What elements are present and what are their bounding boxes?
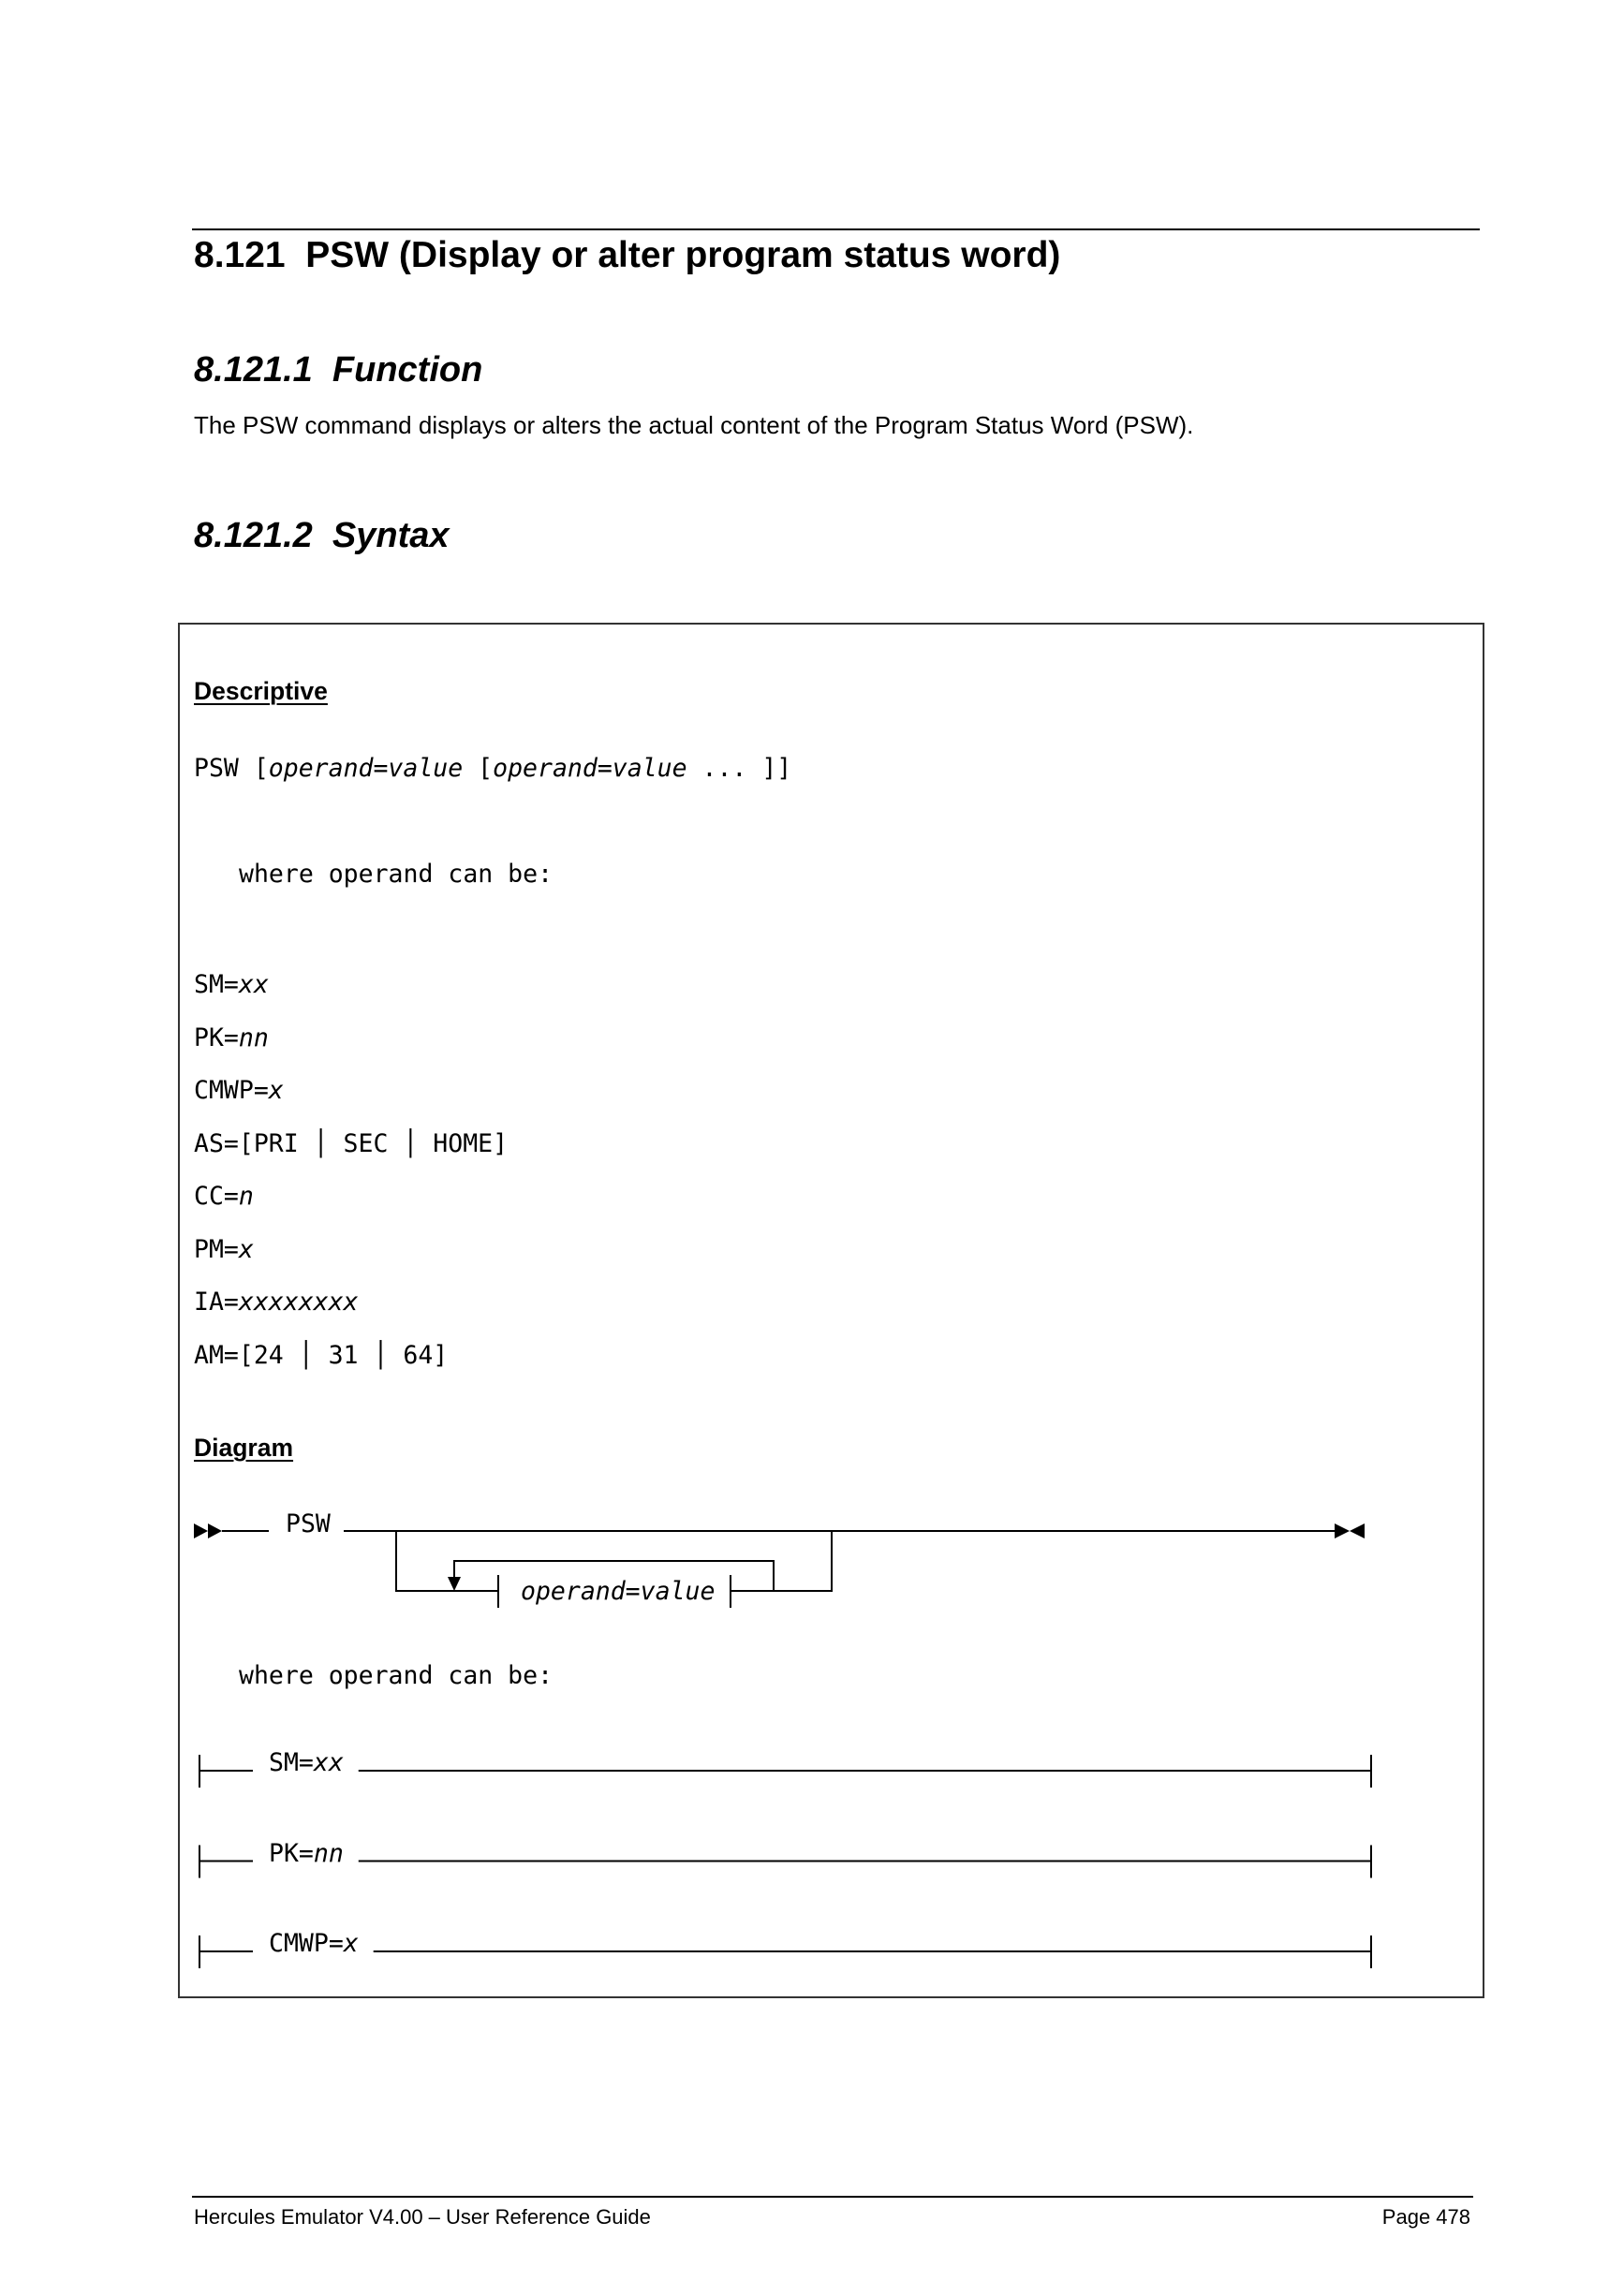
page-number: Page 478 xyxy=(1381,2205,1470,2229)
function-text: The PSW command displays or alters the actual content of the Program Status Word (PSW). xyxy=(194,411,1194,439)
diagram-fragment xyxy=(521,1577,715,1606)
bracket-open: [ xyxy=(253,754,269,783)
operand-item xyxy=(194,1023,269,1052)
fragment-key: CMWP= xyxy=(269,1929,344,1958)
operand-key: AS= xyxy=(194,1128,239,1158)
operand-item xyxy=(194,970,269,999)
diagram-where: where operand can be: xyxy=(239,1661,554,1690)
operand-item xyxy=(194,1288,359,1317)
descriptive-command xyxy=(194,754,791,783)
operand-key: SM= xyxy=(194,970,239,999)
fragment-key: PK= xyxy=(269,1838,314,1868)
operand-key: AM= xyxy=(194,1340,239,1370)
syntax-box xyxy=(178,623,1484,1998)
fragment-item xyxy=(269,1748,344,1777)
operand-arg: operand=value xyxy=(268,754,464,783)
diagram-fragment-text: operand=value xyxy=(521,1577,716,1606)
operand-value: n xyxy=(238,1182,254,1211)
diagram-label: Diagram xyxy=(194,1434,294,1462)
function-heading: 8.121.1 Function xyxy=(194,350,483,390)
operand-item xyxy=(194,1235,254,1264)
descriptive-where: where operand can be: xyxy=(239,860,554,889)
operand-item xyxy=(194,1182,254,1211)
footer-rule xyxy=(192,2196,1473,2198)
descriptive-label: Descriptive xyxy=(194,677,328,705)
operand-value: x xyxy=(268,1076,284,1105)
operand-item xyxy=(194,1341,448,1370)
operand-item xyxy=(194,1129,508,1158)
operand-value: [24 │ 31 │ 64] xyxy=(238,1340,449,1370)
fragment-item xyxy=(269,1929,359,1958)
operand-key: PK= xyxy=(194,1023,239,1052)
bracket-open-2: [ xyxy=(463,754,494,783)
command-name: PSW xyxy=(194,754,254,783)
syntax-heading: 8.121.2 Syntax xyxy=(194,516,450,555)
operand-key: CMWP= xyxy=(194,1076,269,1105)
fragment-item xyxy=(269,1839,344,1868)
operand-arg-repeat: operand=value xyxy=(493,754,687,783)
fragment-value: x xyxy=(343,1929,359,1958)
operand-key: PM= xyxy=(194,1234,239,1264)
section-title: 8.121 PSW (Display or alter program status word) xyxy=(194,235,1061,275)
operand-item xyxy=(194,1076,284,1105)
operand-value: nn xyxy=(238,1023,269,1052)
operand-value: [PRI │ SEC │ HOME] xyxy=(238,1128,509,1158)
fragment-key: SM= xyxy=(269,1748,314,1777)
fragment-value: xx xyxy=(313,1748,344,1777)
footer-title: Hercules Emulator V4.00 – User Reference Guide xyxy=(194,2205,651,2229)
header-rule xyxy=(192,228,1480,230)
operand-value: x xyxy=(238,1234,254,1264)
diagram-command: PSW xyxy=(286,1509,331,1538)
fragment-value: nn xyxy=(313,1838,344,1868)
operand-key: IA= xyxy=(194,1288,239,1317)
operand-value: xx xyxy=(238,970,269,999)
operand-key: CC= xyxy=(194,1182,239,1211)
operand-value: xxxxxxxx xyxy=(238,1288,359,1317)
bracket-close: ... ]] xyxy=(687,754,792,783)
